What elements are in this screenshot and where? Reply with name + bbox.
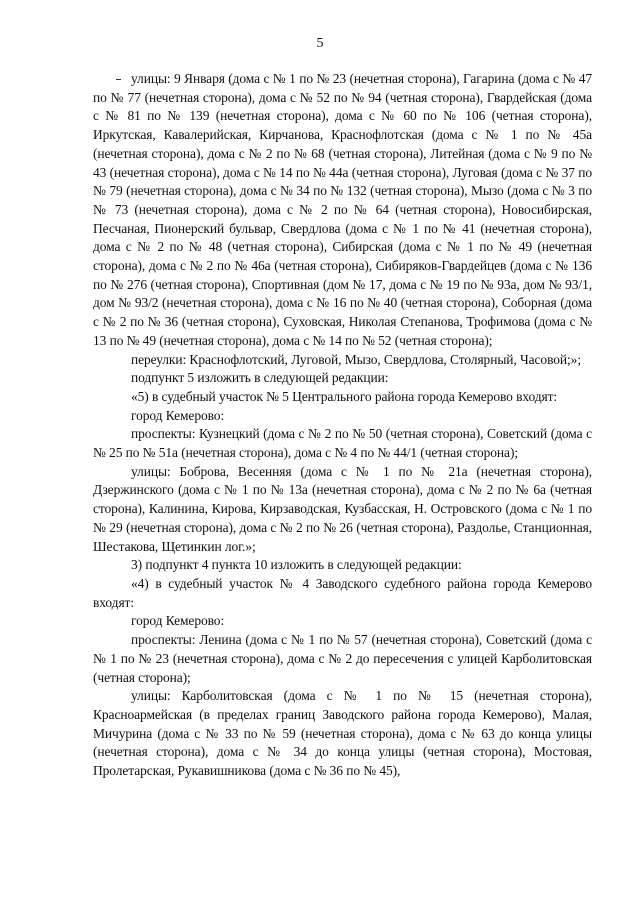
paragraph-avenues-2: проспекты: Ленина (дома с № 1 по № 57 (нечетная сторона), Советский (дома с № 1 по № 23 (нечетная сторона), дома с № 2 до пересечения с улицей Карболитовская (четная сторона); — [93, 632, 592, 685]
paragraph-streets-central: улицы: 9 Января (дома с № 1 по № 23 (нечетная сторона), Гагарина (дома с № 47 по № 77 (нечетная сторона), дома с № 52 по № 94 (четная сторона), Гвардейская (дома с № 81 по № 139 (нечетная сторона), дома с № 60 по № 106 (четная сторона), Иркутская, Кавалерийская, Кирчанова, Краснофлотская (дома с № 1 по № 45а (нечетная сторона), дома с № 2 по № 68 (четная сторона), Литейная (дома с № 9 по № 43 (нечетная сторона), дома с № 14 по № 44а (четная сторона), Луговая (дома с № 37 по № 79 (нечетная сторона), дома с № 34 по № 132 (четная сторона), Мызо (дома с № 3 по № 73 (нечетная сторона), дома с № 2 по № 64 (четная сторона), Новосибирская, Песчаная, Пионерский бульвар, Свердлова (дома с № 1 по № 41 (нечетная сторона), дома с № 2 по № 48 (четная сторона), Сибирская (дома с № 1 по № 49 (нечетная сторона), дома с № 2 по № 46а (четная сторона), Сибиряков-Гвардейцев (дома с № 136 по № 276 (четная сторона), Спортивная (дом № 17, дома с № 19 по № 93а, дом № 93/1, дом № 93/2 (нечетная сторона), дома с № 16 по № 40 (четная сторона), Соборная (дома с № 2 по № 36 (четная сторона), Суховская, Николая Степанова, Трофимова (дома с № 13 по № 49 (нечетная сторона), дома с № 14 по № 52 (четная сторона); — [93, 71, 592, 348]
paragraph-subclause-5: подпункт 5 изложить в следующей редакции: — [131, 370, 389, 386]
paragraph-lanes: переулки: Краснофлотский, Луговой, Мызо, Свердлова, Столярный, Часовой;»; — [131, 351, 581, 367]
paragraph-court-district-5: «5) в судебный участок № 5 Центрального района города Кемерово входят: — [131, 388, 558, 404]
paragraph-streets-3: улицы: Карболитовская (дома с № 1 по № 15 (нечетная сторона), Красноармейская (в пределах границ Заводского района города Кемерово), Малая, Мичурина (дома с № 33 по № 59 (нечетная сторона), дома с № 63 до конца улицы (нечетная сторона), дома с № 34 до конца улицы (четная сторона), Мостовая, Пролетарская, Рукавишникова (дома с № 36 по № 45), — [93, 688, 592, 779]
paragraph-city-2: город Кемерово: — [131, 613, 225, 629]
page-number: 5 — [316, 36, 324, 51]
paragraph-avenues-1: проспекты: Кузнецкий (дома с № 2 по № 50 (четная сторона), Советский (дома с № 25 по № 51а (нечетная сторона), дома с № 4 по № 44/1 (четная сторона); — [93, 426, 592, 461]
document-body — [93, 70, 592, 781]
paragraph-clause-3: 3) подпункт 4 пункта 10 изложить в следующей редакции: — [131, 557, 462, 573]
paragraph-streets-2: улицы: Боброва, Весенняя (дома с № 1 по № 21а (нечетная сторона), Дзержинского (дома с № 1 по № 13а (нечетная сторона), дома с № 2 по № 6а (четная сторона), Калинина, Кирова, Кирзаводская, Кузбасская, Н. Островского (дома с № 1 по № 29 (нечетная сторона), дома с № 2 по № 26 (четная сторона), Раздолье, Станционная, Шестакова, Щетинкин лог.»; — [93, 463, 592, 554]
paragraph-court-district-4: «4) в судебный участок № 4 Заводского судебного района города Кемерово входят: — [93, 575, 592, 610]
paragraph-city-1: город Кемерово: — [131, 407, 225, 423]
